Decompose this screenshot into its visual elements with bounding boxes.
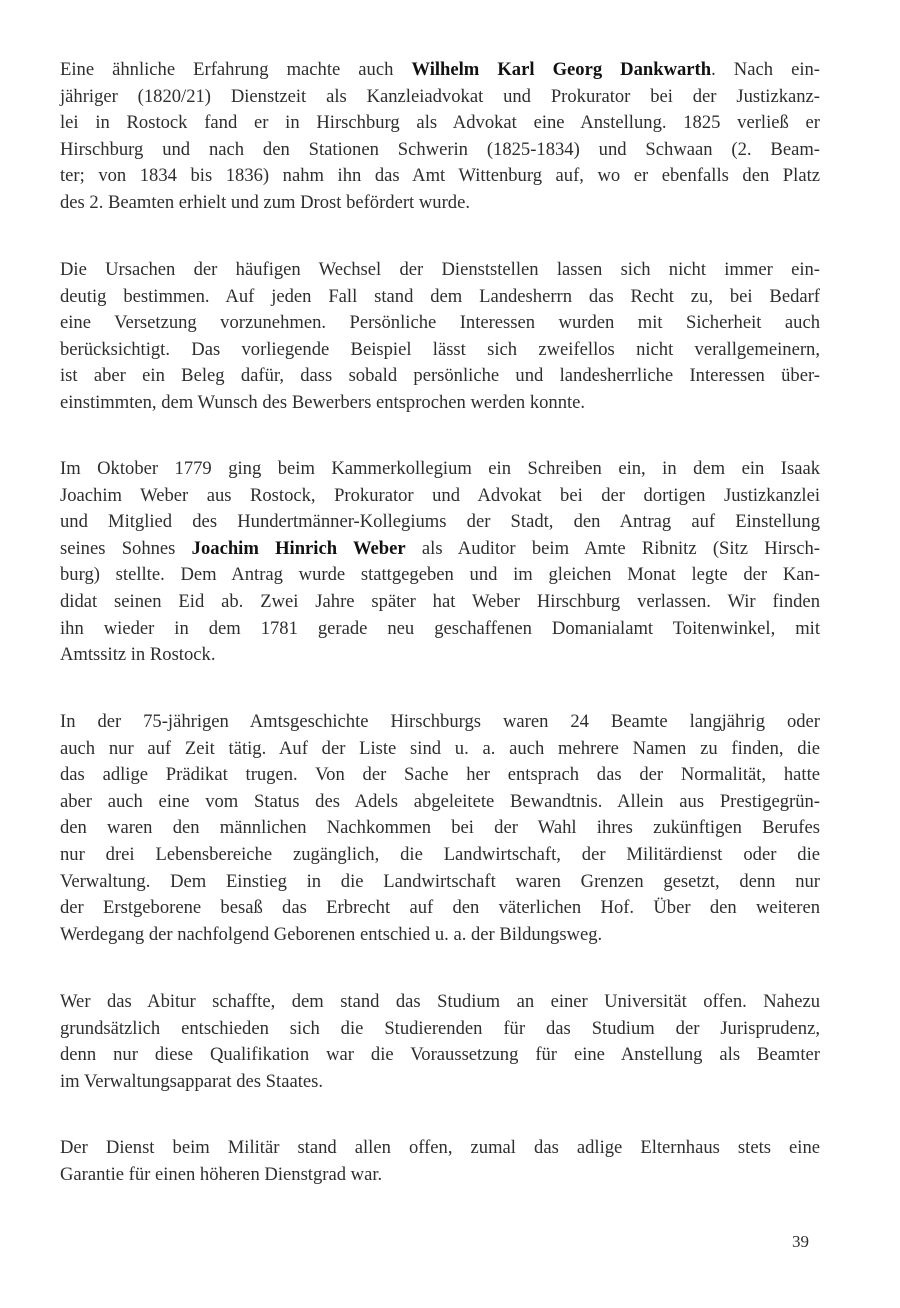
text-line: [60, 642, 820, 669]
text-line: [60, 284, 820, 311]
text-run: deutig bestimmen. Auf jeden Fall stand dem Landesherrn das Recht zu, bei Bedarf: [60, 285, 820, 307]
text-run: auch nur auf Zeit tätig. Auf der Liste sind u. a. auch mehrere Namen zu finden, die: [60, 737, 820, 759]
text-line: [60, 736, 820, 763]
text-run: Der Dienst beim Militär stand allen offen, zumal das adlige Elternhaus stets eine: [60, 1137, 820, 1158]
text-line: [60, 84, 820, 111]
text-run: Joachim Weber aus Rostock, Prokurator und Advokat bei der dortigen Justizkanzlei: [60, 484, 820, 506]
text-run: der Erstgeborene besaß das Erbrecht auf den väterlichen Hof. Über den weiteren: [60, 897, 820, 919]
text-run: Die Ursachen der häufigen Wechsel der Dienststellen lassen sich nicht immer ein-: [60, 259, 820, 280]
bold-name: Wilhelm Karl Georg Dankwarth: [411, 59, 712, 80]
text-line: [60, 589, 820, 616]
text-run: jähriger (1820/21) Dienstzeit als Kanzleiadvokat und Prokurator bei der Justizkanz-: [60, 85, 820, 107]
text-line: [60, 137, 820, 164]
text-line: [60, 390, 820, 417]
text-line: [60, 1016, 820, 1043]
bold-name: Joachim Hinrich Weber: [191, 537, 406, 559]
text-line: [60, 1042, 820, 1069]
text-line: [60, 869, 820, 896]
text-run: aber auch eine vom Status des Adels abgeleitete Bewandtnis. Allein aus Prestigegrün-: [60, 790, 820, 812]
text-line: [60, 163, 820, 190]
text-line: [60, 57, 820, 84]
text-run: grundsätzlich entschieden sich die Studierenden für das Studium der Jurisprudenz,: [60, 1017, 820, 1039]
text-run: denn nur diese Qualifikation war die Voraussetzung für eine Anstellung als Beamter: [60, 1044, 820, 1066]
text-run: didat seinen Eid ab. Zwei Jahre später hat Weber Hirschburg verlassen. Wir finden: [60, 590, 820, 612]
paragraph: [60, 709, 820, 948]
paragraph: [60, 1135, 820, 1188]
text-run: burg) stellte. Dem Antrag wurde stattgegeben und im gleichen Monat legte der Kan-: [60, 564, 820, 586]
text-run: lei in Rostock fand er in Hirschburg als Advokat eine Anstellung. 1825 verließ er: [60, 112, 820, 134]
text-line: [60, 509, 820, 536]
text-line: [60, 483, 820, 510]
text-run: Verwaltung. Dem Einstieg in die Landwirtschaft waren Grenzen gesetzt, denn nur: [60, 870, 820, 892]
paragraph: [60, 257, 820, 417]
text-line: [60, 709, 820, 736]
text-line: [60, 922, 820, 949]
text-line: [60, 363, 820, 390]
text-run: Amtssitz in Rostock.: [60, 644, 216, 666]
text-run: . Nach ein-: [711, 59, 820, 80]
text-run: im Verwaltungsapparat des Staates.: [60, 1070, 323, 1092]
text-line: [60, 842, 820, 869]
text-line: [60, 895, 820, 922]
text-run: ist aber ein Beleg dafür, dass sobald persönliche und landesherrliche Interessen über-: [60, 365, 820, 387]
text-line: [60, 616, 820, 643]
text-run: berücksichtigt. Das vorliegende Beispiel lässt sich zweifellos nicht verallgemeinern,: [60, 338, 820, 360]
text-run: seines Sohnes: [60, 537, 192, 559]
paragraph: [60, 989, 820, 1095]
text-run: und Mitglied des Hundertmänner-Kollegiums der Stadt, den Antrag auf Einstellung: [60, 511, 820, 533]
text-line: [60, 190, 820, 217]
page-number: 39: [792, 1232, 809, 1251]
text-line: [60, 562, 820, 589]
text-run: als Auditor beim Amte Ribnitz (Sitz Hirsch-: [405, 537, 820, 559]
text-run: Werdegang der nachfolgend Geborenen entschied u. a. der Bildungsweg.: [60, 923, 603, 945]
text-run: Wer das Abitur schaffte, dem stand das Studium an einer Universität offen. Nahezu: [60, 991, 820, 1012]
text-run: eine Versetzung vorzunehmen. Persönliche Interessen wurden mit Sicherheit auch: [60, 312, 820, 334]
text-line: [60, 789, 820, 816]
text-run: ihn wieder in dem 1781 gerade neu geschaffenen Domanialamt Toitenwinkel, mit: [60, 617, 820, 639]
text-run: den waren den männlichen Nachkommen bei der Wahl ihres zukünftigen Berufes: [60, 817, 820, 839]
text-run: Im Oktober 1779 ging beim Kammerkollegium ein Schreiben ein, in dem ein Isaak: [60, 458, 820, 479]
text-run: nur drei Lebensbereiche zugänglich, die Landwirtschaft, der Militärdienst oder die: [60, 843, 820, 865]
text-line: [60, 1135, 820, 1162]
text-run: ter; von 1834 bis 1836) nahm ihn das Amt Wittenburg auf, wo er ebenfalls den Platz: [60, 165, 820, 187]
text-line: [60, 310, 820, 337]
text-line: [60, 762, 820, 789]
text-line: [60, 337, 820, 364]
text-line: [60, 110, 820, 137]
text-run: Eine ähnliche Erfahrung machte auch: [60, 59, 412, 80]
text-run: einstimmten, dem Wunsch des Bewerbers entsprochen werden konnte.: [60, 391, 586, 413]
text-run: Garantie für einen höheren Dienstgrad war.: [60, 1163, 383, 1185]
text-line: [60, 1162, 820, 1189]
paragraph: [60, 456, 820, 669]
text-line: [60, 257, 820, 284]
text-line: [60, 536, 820, 563]
text-line: [60, 456, 820, 483]
text-run: Hirschburg und nach den Stationen Schwerin (1825-1834) und Schwaan (2. Beam-: [60, 138, 820, 160]
text-run: des 2. Beamten erhielt und zum Drost befördert wurde.: [60, 191, 470, 213]
text-line: [60, 1069, 820, 1096]
paragraph: [60, 57, 820, 217]
text-run: das adlige Prädikat trugen. Von der Sache her entsprach das der Normalität, hatte: [60, 764, 820, 786]
text-line: [60, 989, 820, 1016]
text-run: In der 75-jährigen Amtsgeschichte Hirschburgs waren 24 Beamte langjährig oder: [60, 711, 820, 732]
text-line: [60, 815, 820, 842]
